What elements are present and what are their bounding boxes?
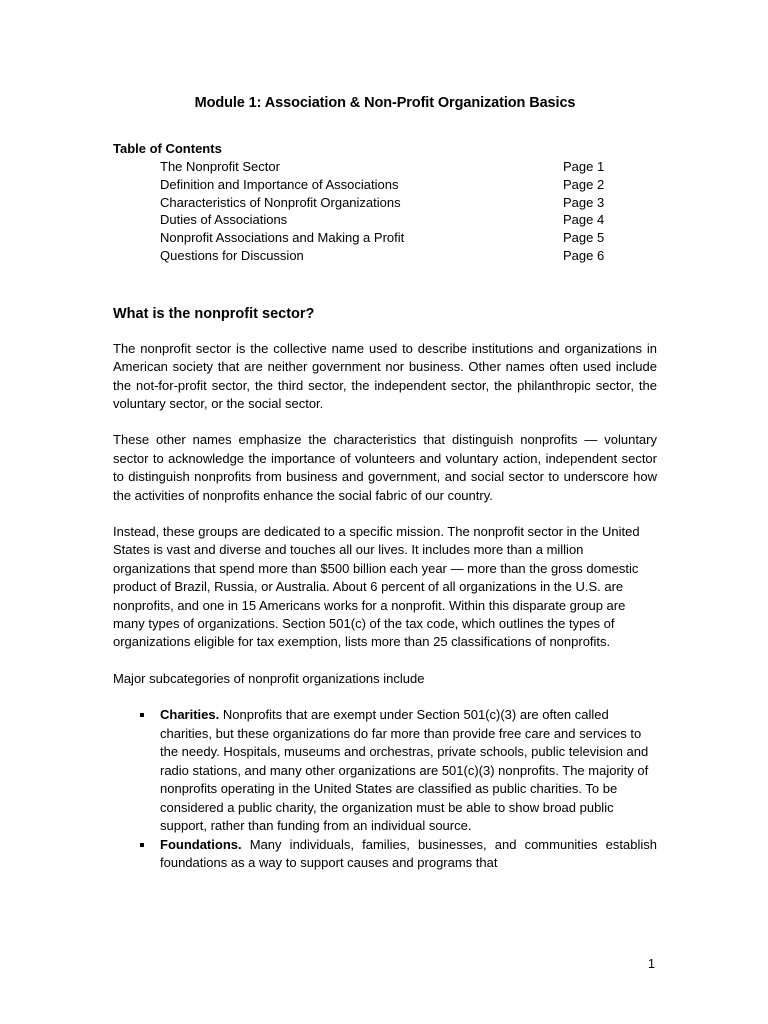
body-paragraph: These other names emphasize the characteristics that distinguish nonprofits — voluntary sector to acknowledge the importance of volunteers and voluntary action, independent sector to distinguish nonprofits from business and government, and social sector to underscore how the activities of nonprofits enhance the social fabric of our country.	[113, 432, 657, 503]
toc-row	[113, 247, 657, 265]
toc-entry-page: Page 2	[563, 176, 605, 192]
square-bullet-icon	[140, 843, 144, 847]
list-item-lead: Charities.	[160, 707, 220, 723]
toc-entry-page: Page 5	[563, 230, 605, 246]
list-item-text: Nonprofits that are exempt under Section 501(c)(3) are often called charities, but these organizations do far more than provide free care and services to the needy. Hospitals, museums and orchestras, private schools, public television and radio stations, and many other organizations are 501(c)(3) nonprofits. The majority of nonprofits operating in the United States are classified as public charities. To be considered a public charity, the organization must be able to show broad public support, rather than funding from an individual source.	[160, 707, 649, 834]
toc-entry-page: Page 6	[563, 247, 605, 263]
table-of-contents-heading: Table of Contents	[113, 141, 222, 156]
page-number: 1	[648, 957, 655, 971]
toc-row	[113, 176, 657, 194]
toc-entry-label: Nonprofit Associations and Making a Profit	[160, 230, 405, 246]
body-paragraph: The nonprofit sector is the collective name used to describe institutions and organizations in American society that are neither government nor business. Other names often used include the not-for-profit sector, the third sector, the independent sector, the philanthropic sector, the voluntary sector, or the social sector.	[113, 340, 657, 411]
body-paragraph: Instead, these groups are dedicated to a specific mission. The nonprofit sector in the United States is vast and diverse and touches all our lives. It includes more than a million organizations that spend more than $500 billion each year — more than the gross domestic product of Brazil, Russia, or Australia. About 6 percent of all organizations in the U.S. are nonprofits, and one in 15 Americans works for a nonprofit. Within this disparate group are many types of organizations. Section 501(c) of the tax code, which outlines the types of organizations eligible for tax exemption, lists more than 25 classifications of nonprofits.	[113, 524, 640, 650]
toc-row	[113, 211, 657, 229]
toc-entry-label: Definition and Importance of Associations	[160, 176, 399, 192]
document-content	[113, 0, 657, 873]
toc-entry-page: Page 3	[563, 194, 605, 210]
toc-leader	[404, 229, 563, 247]
toc-entry-page: Page 1	[563, 159, 605, 174]
toc-row	[113, 229, 657, 247]
toc-row	[113, 194, 657, 212]
section-heading: What is the nonprofit sector?	[113, 305, 315, 322]
list-item-text: Many individuals, families, businesses, and communities establish foundations as a way to support causes and programs that	[160, 836, 657, 871]
toc-leader	[398, 176, 563, 194]
document-title: Module 1: Association & Non-Profit Organization Basics	[194, 95, 576, 111]
toc-entry-label: Duties of Associations	[160, 212, 288, 228]
body-paragraph-intro: Major subcategories of nonprofit organizations include	[113, 670, 425, 686]
square-bullet-icon	[140, 713, 144, 717]
toc-leader	[304, 247, 563, 265]
toc-entry-label: Questions for Discussion	[160, 247, 304, 263]
toc-leader	[287, 211, 563, 229]
toc-leader	[401, 194, 563, 212]
list-item	[113, 706, 657, 836]
list-item	[113, 836, 657, 873]
bullet-list	[113, 688, 657, 873]
table-of-contents	[113, 141, 657, 265]
toc-row	[113, 158, 657, 176]
toc-entry-label: Characteristics of Nonprofit Organizations	[160, 194, 401, 210]
table-of-contents-list	[113, 158, 657, 265]
toc-entry-page: Page 4	[563, 212, 605, 228]
toc-leader	[280, 158, 563, 176]
toc-entry-label: The Nonprofit Sector	[160, 159, 280, 174]
list-item-lead: Foundations.	[160, 836, 242, 852]
